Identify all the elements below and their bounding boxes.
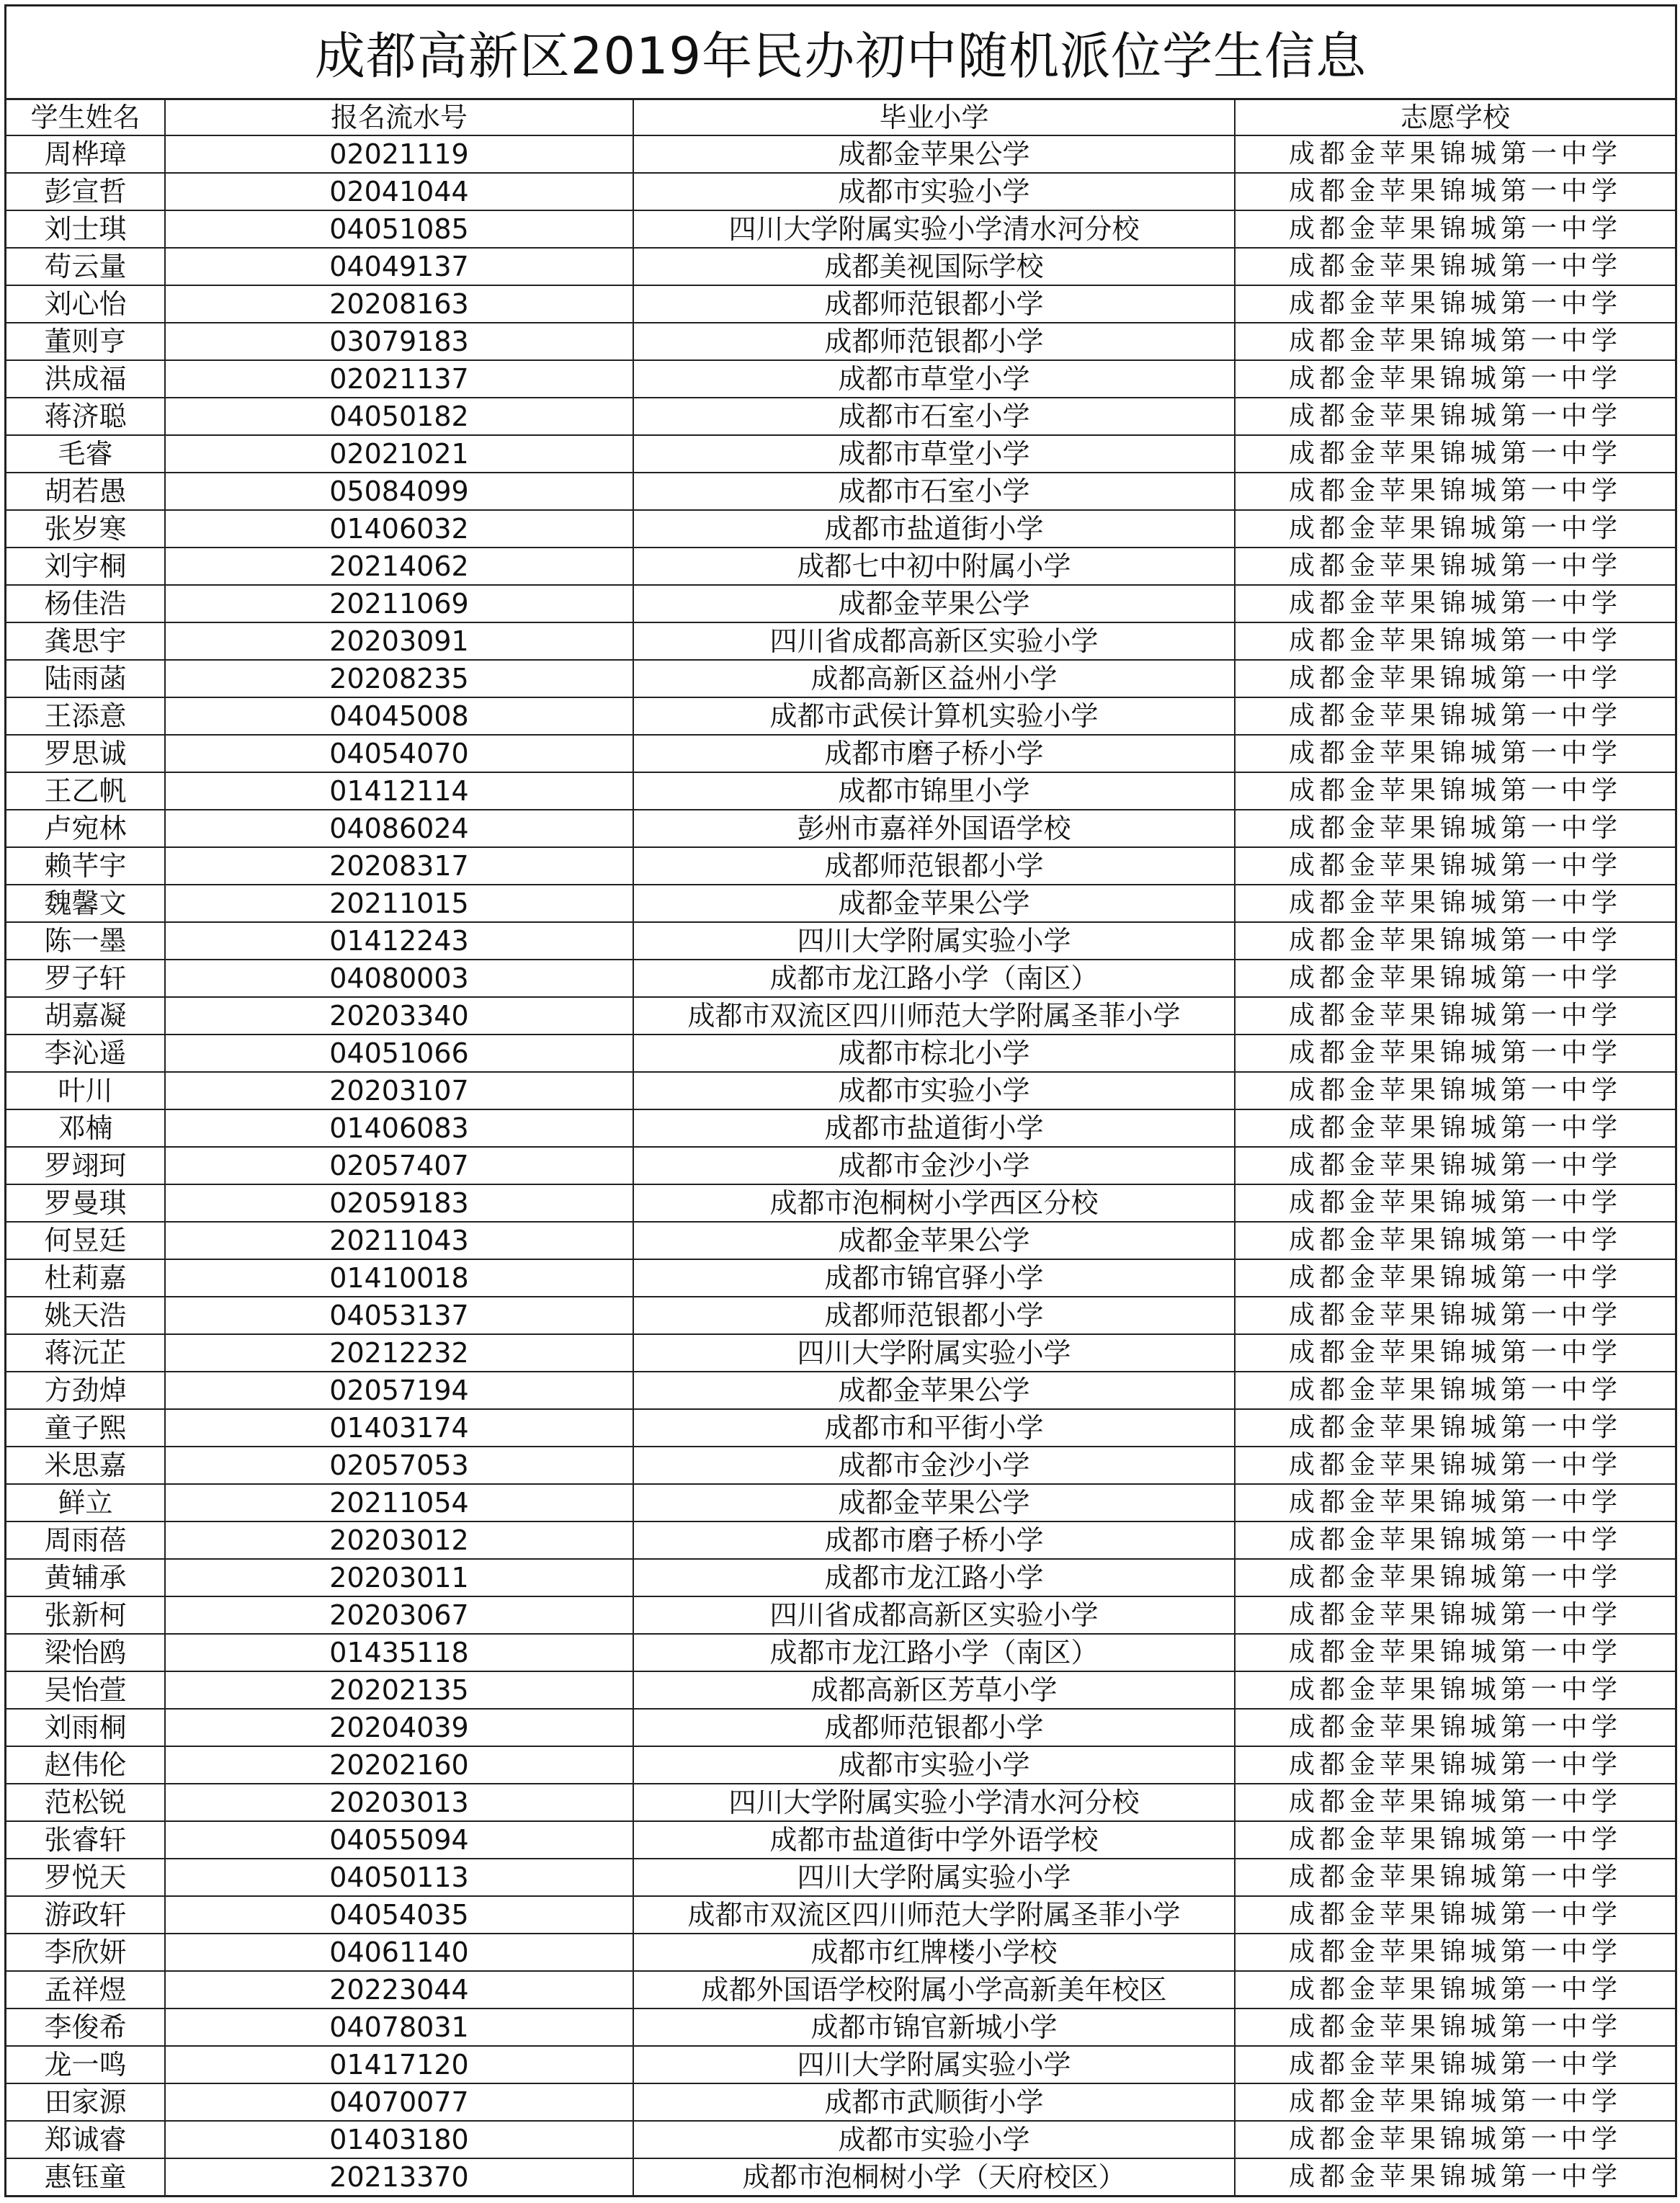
primary-school-cell: 成都市锦里小学 <box>633 772 1235 810</box>
preferred-school-cell: 成都金苹果锦城第一中学 <box>1235 1746 1675 1784</box>
primary-school-cell: 成都金苹果公学 <box>633 885 1235 922</box>
column-header-serial: 报名流水号 <box>165 100 633 135</box>
primary-school-cell: 四川大学附属实验小学 <box>633 1859 1235 1896</box>
serial-number-cell: 01412114 <box>165 772 633 810</box>
table-row <box>6 1147 1675 1184</box>
serial-number-cell: 20214062 <box>165 548 633 585</box>
preferred-school-cell: 成都金苹果锦城第一中学 <box>1235 435 1675 473</box>
student-name-cell: 胡若愚 <box>6 473 165 510</box>
table-row <box>6 697 1675 735</box>
serial-number-cell: 04078031 <box>165 2008 633 2046</box>
primary-school-cell: 成都市双流区四川师范大学附属圣菲小学 <box>633 997 1235 1035</box>
serial-number-cell: 20223044 <box>165 1971 633 2008</box>
table-row <box>6 885 1675 922</box>
student-name-cell: 姚天浩 <box>6 1297 165 1334</box>
preferred-school-cell: 成都金苹果锦城第一中学 <box>1235 1334 1675 1372</box>
table-row <box>6 1259 1675 1297</box>
student-name-cell: 惠钰童 <box>6 2158 165 2195</box>
student-name-cell: 周雨蓓 <box>6 1521 165 1559</box>
table-row <box>6 510 1675 548</box>
preferred-school-cell: 成都金苹果锦城第一中学 <box>1235 1559 1675 1596</box>
table-row <box>6 398 1675 435</box>
primary-school-cell: 四川省成都高新区实验小学 <box>633 622 1235 660</box>
student-name-cell: 张睿轩 <box>6 1821 165 1859</box>
serial-number-cell: 20208163 <box>165 285 633 323</box>
table-row <box>6 1409 1675 1447</box>
primary-school-cell: 彭州市嘉祥外国语学校 <box>633 810 1235 847</box>
table-row <box>6 660 1675 697</box>
serial-number-cell: 20203011 <box>165 1559 633 1596</box>
preferred-school-cell: 成都金苹果锦城第一中学 <box>1235 1896 1675 1934</box>
primary-school-cell: 四川大学附属实验小学 <box>633 2046 1235 2083</box>
preferred-school-cell: 成都金苹果锦城第一中学 <box>1235 1447 1675 1484</box>
primary-school-cell: 成都市石室小学 <box>633 398 1235 435</box>
serial-number-cell: 05084099 <box>165 473 633 510</box>
student-name-cell: 罗翊珂 <box>6 1147 165 1184</box>
preferred-school-cell: 成都金苹果锦城第一中学 <box>1235 548 1675 585</box>
preferred-school-cell: 成都金苹果锦城第一中学 <box>1235 847 1675 885</box>
serial-number-cell: 20208317 <box>165 847 633 885</box>
table-row <box>6 173 1675 210</box>
student-name-cell: 周桦璋 <box>6 135 165 173</box>
table-row <box>6 585 1675 622</box>
serial-number-cell: 01403180 <box>165 2121 633 2158</box>
student-name-cell: 赵伟伦 <box>6 1746 165 1784</box>
student-name-cell: 洪成福 <box>6 360 165 398</box>
preferred-school-cell: 成都金苹果锦城第一中学 <box>1235 360 1675 398</box>
serial-number-cell: 20211054 <box>165 1484 633 1521</box>
table-row <box>6 1559 1675 1596</box>
primary-school-cell: 成都师范银都小学 <box>633 285 1235 323</box>
primary-school-cell: 成都外国语学校附属小学高新美年校区 <box>633 1971 1235 2008</box>
student-name-cell: 王乙帆 <box>6 772 165 810</box>
preferred-school-cell: 成都金苹果锦城第一中学 <box>1235 248 1675 285</box>
primary-school-cell: 成都市实验小学 <box>633 2121 1235 2158</box>
student-name-cell: 何昱廷 <box>6 1222 165 1259</box>
preferred-school-cell: 成都金苹果锦城第一中学 <box>1235 1934 1675 1971</box>
serial-number-cell: 20202135 <box>165 1671 633 1709</box>
serial-number-cell: 20211069 <box>165 585 633 622</box>
preferred-school-cell: 成都金苹果锦城第一中学 <box>1235 1222 1675 1259</box>
serial-number-cell: 20208235 <box>165 660 633 697</box>
primary-school-cell: 成都市龙江路小学（南区） <box>633 960 1235 997</box>
student-name-cell: 胡嘉凝 <box>6 997 165 1035</box>
preferred-school-cell: 成都金苹果锦城第一中学 <box>1235 2083 1675 2121</box>
student-name-cell: 罗子轩 <box>6 960 165 997</box>
primary-school-cell: 成都市武顺街小学 <box>633 2083 1235 2121</box>
primary-school-cell: 成都市和平街小学 <box>633 1409 1235 1447</box>
student-name-cell: 赖芊宇 <box>6 847 165 885</box>
primary-school-cell: 成都市磨子桥小学 <box>633 735 1235 772</box>
table-row <box>6 622 1675 660</box>
table-row <box>6 810 1675 847</box>
primary-school-cell: 成都市金沙小学 <box>633 1147 1235 1184</box>
serial-number-cell: 01412243 <box>165 922 633 960</box>
preferred-school-cell: 成都金苹果锦城第一中学 <box>1235 1259 1675 1297</box>
table-body <box>6 135 1675 2195</box>
serial-number-cell: 04080003 <box>165 960 633 997</box>
primary-school-cell: 成都市草堂小学 <box>633 435 1235 473</box>
preferred-school-cell: 成都金苹果锦城第一中学 <box>1235 1484 1675 1521</box>
serial-number-cell: 01410018 <box>165 1259 633 1297</box>
student-name-cell: 罗悦天 <box>6 1859 165 1896</box>
column-header-primary-school: 毕业小学 <box>633 100 1235 135</box>
preferred-school-cell: 成都金苹果锦城第一中学 <box>1235 1297 1675 1334</box>
student-name-cell: 王添意 <box>6 697 165 735</box>
student-name-cell: 刘心怡 <box>6 285 165 323</box>
student-name-cell: 梁怡鸥 <box>6 1634 165 1671</box>
primary-school-cell: 成都金苹果公学 <box>633 1222 1235 1259</box>
page-title: 成都高新区2019年民办初中随机派位学生信息 <box>6 6 1675 100</box>
primary-school-cell: 四川省成都高新区实验小学 <box>633 1596 1235 1634</box>
table-row <box>6 1521 1675 1559</box>
table-row <box>6 2046 1675 2083</box>
table-row <box>6 435 1675 473</box>
preferred-school-cell: 成都金苹果锦城第一中学 <box>1235 2121 1675 2158</box>
serial-number-cell: 20203067 <box>165 1596 633 1634</box>
table-row <box>6 285 1675 323</box>
serial-number-cell: 02057194 <box>165 1372 633 1409</box>
student-name-cell: 叶川 <box>6 1072 165 1109</box>
student-name-cell: 罗思诚 <box>6 735 165 772</box>
serial-number-cell: 20211015 <box>165 885 633 922</box>
preferred-school-cell: 成都金苹果锦城第一中学 <box>1235 173 1675 210</box>
serial-number-cell: 04053137 <box>165 1297 633 1334</box>
serial-number-cell: 02041044 <box>165 173 633 210</box>
preferred-school-cell: 成都金苹果锦城第一中学 <box>1235 697 1675 735</box>
serial-number-cell: 04054035 <box>165 1896 633 1934</box>
serial-number-cell: 04049137 <box>165 248 633 285</box>
table-row <box>6 2158 1675 2195</box>
serial-number-cell: 01406032 <box>165 510 633 548</box>
serial-number-cell: 04086024 <box>165 810 633 847</box>
primary-school-cell: 四川大学附属实验小学清水河分校 <box>633 210 1235 248</box>
student-name-cell: 孟祥煜 <box>6 1971 165 2008</box>
primary-school-cell: 成都市龙江路小学 <box>633 1559 1235 1596</box>
serial-number-cell: 20203107 <box>165 1072 633 1109</box>
column-header-name: 学生姓名 <box>6 100 165 135</box>
student-name-cell: 吴怡萱 <box>6 1671 165 1709</box>
preferred-school-cell: 成都金苹果锦城第一中学 <box>1235 1147 1675 1184</box>
serial-number-cell: 02059183 <box>165 1184 633 1222</box>
table-row <box>6 1709 1675 1746</box>
primary-school-cell: 四川大学附属实验小学 <box>633 922 1235 960</box>
primary-school-cell: 成都市泡桐树小学（天府校区） <box>633 2158 1235 2195</box>
primary-school-cell: 成都师范银都小学 <box>633 847 1235 885</box>
student-name-cell: 李俊希 <box>6 2008 165 2046</box>
table-row <box>6 1484 1675 1521</box>
serial-number-cell: 02057407 <box>165 1147 633 1184</box>
table-row <box>6 360 1675 398</box>
serial-number-cell: 20211043 <box>165 1222 633 1259</box>
primary-school-cell: 成都金苹果公学 <box>633 135 1235 173</box>
preferred-school-cell: 成都金苹果锦城第一中学 <box>1235 2008 1675 2046</box>
table-row <box>6 997 1675 1035</box>
preferred-school-cell: 成都金苹果锦城第一中学 <box>1235 135 1675 173</box>
student-name-cell: 蒋济聪 <box>6 398 165 435</box>
student-name-cell: 米思嘉 <box>6 1447 165 1484</box>
primary-school-cell: 成都七中初中附属小学 <box>633 548 1235 585</box>
table-row <box>6 1596 1675 1634</box>
student-name-cell: 杜莉嘉 <box>6 1259 165 1297</box>
serial-number-cell: 04054070 <box>165 735 633 772</box>
primary-school-cell: 成都市实验小学 <box>633 1072 1235 1109</box>
table-row <box>6 1372 1675 1409</box>
preferred-school-cell: 成都金苹果锦城第一中学 <box>1235 660 1675 697</box>
preferred-school-cell: 成都金苹果锦城第一中学 <box>1235 885 1675 922</box>
preferred-school-cell: 成都金苹果锦城第一中学 <box>1235 585 1675 622</box>
table-row <box>6 248 1675 285</box>
serial-number-cell: 02021119 <box>165 135 633 173</box>
table-row <box>6 1746 1675 1784</box>
preferred-school-cell: 成都金苹果锦城第一中学 <box>1235 772 1675 810</box>
table-row <box>6 960 1675 997</box>
preferred-school-cell: 成都金苹果锦城第一中学 <box>1235 2158 1675 2195</box>
serial-number-cell: 20203013 <box>165 1784 633 1821</box>
student-name-cell: 蒋沅芷 <box>6 1334 165 1372</box>
serial-number-cell: 20203012 <box>165 1521 633 1559</box>
preferred-school-cell: 成都金苹果锦城第一中学 <box>1235 1184 1675 1222</box>
primary-school-cell: 成都市双流区四川师范大学附属圣菲小学 <box>633 1896 1235 1934</box>
preferred-school-cell: 成都金苹果锦城第一中学 <box>1235 1035 1675 1072</box>
preferred-school-cell: 成都金苹果锦城第一中学 <box>1235 2046 1675 2083</box>
serial-number-cell: 04055094 <box>165 1821 633 1859</box>
preferred-school-cell: 成都金苹果锦城第一中学 <box>1235 473 1675 510</box>
student-name-cell: 龚思宇 <box>6 622 165 660</box>
table-row <box>6 1072 1675 1109</box>
table-row <box>6 847 1675 885</box>
student-name-cell: 彭宣哲 <box>6 173 165 210</box>
serial-number-cell: 02021021 <box>165 435 633 473</box>
table-row <box>6 1334 1675 1372</box>
serial-number-cell: 01417120 <box>165 2046 633 2083</box>
primary-school-cell: 成都市磨子桥小学 <box>633 1521 1235 1559</box>
primary-school-cell: 成都市实验小学 <box>633 173 1235 210</box>
primary-school-cell: 成都高新区芳草小学 <box>633 1671 1235 1709</box>
preferred-school-cell: 成都金苹果锦城第一中学 <box>1235 1671 1675 1709</box>
table-row <box>6 1784 1675 1821</box>
primary-school-cell: 成都师范银都小学 <box>633 323 1235 360</box>
serial-number-cell: 04051066 <box>165 1035 633 1072</box>
table-row <box>6 1896 1675 1934</box>
student-name-cell: 陆雨菡 <box>6 660 165 697</box>
serial-number-cell: 02021137 <box>165 360 633 398</box>
table-row <box>6 1634 1675 1671</box>
student-name-cell: 李沁遥 <box>6 1035 165 1072</box>
primary-school-cell: 成都市盐道街中学外语学校 <box>633 1821 1235 1859</box>
preferred-school-cell: 成都金苹果锦城第一中学 <box>1235 622 1675 660</box>
preferred-school-cell: 成都金苹果锦城第一中学 <box>1235 1521 1675 1559</box>
table-row <box>6 1971 1675 2008</box>
preferred-school-cell: 成都金苹果锦城第一中学 <box>1235 960 1675 997</box>
primary-school-cell: 成都市石室小学 <box>633 473 1235 510</box>
preferred-school-cell: 成都金苹果锦城第一中学 <box>1235 1072 1675 1109</box>
table-row <box>6 1035 1675 1072</box>
spreadsheet <box>4 4 1677 2197</box>
serial-number-cell: 20212232 <box>165 1334 633 1372</box>
student-name-cell: 卢宛林 <box>6 810 165 847</box>
preferred-school-cell: 成都金苹果锦城第一中学 <box>1235 922 1675 960</box>
primary-school-cell: 成都师范银都小学 <box>633 1709 1235 1746</box>
table-row <box>6 1934 1675 1971</box>
table-row <box>6 2008 1675 2046</box>
table-row <box>6 2083 1675 2121</box>
primary-school-cell: 成都市武侯计算机实验小学 <box>633 697 1235 735</box>
student-name-cell: 鲜立 <box>6 1484 165 1521</box>
student-name-cell: 董则亨 <box>6 323 165 360</box>
preferred-school-cell: 成都金苹果锦城第一中学 <box>1235 1784 1675 1821</box>
primary-school-cell: 成都市泡桐树小学西区分校 <box>633 1184 1235 1222</box>
table-row <box>6 735 1675 772</box>
serial-number-cell: 20203340 <box>165 997 633 1035</box>
student-name-cell: 刘宇桐 <box>6 548 165 585</box>
table-row <box>6 548 1675 585</box>
primary-school-cell: 成都金苹果公学 <box>633 585 1235 622</box>
table-row <box>6 772 1675 810</box>
primary-school-cell: 成都市盐道街小学 <box>633 1109 1235 1147</box>
preferred-school-cell: 成都金苹果锦城第一中学 <box>1235 398 1675 435</box>
primary-school-cell: 四川大学附属实验小学 <box>633 1334 1235 1372</box>
student-table <box>6 100 1675 2195</box>
serial-number-cell: 20204039 <box>165 1709 633 1746</box>
table-row <box>6 1297 1675 1334</box>
student-name-cell: 张新柯 <box>6 1596 165 1634</box>
table-row <box>6 922 1675 960</box>
table-row <box>6 1859 1675 1896</box>
preferred-school-cell: 成都金苹果锦城第一中学 <box>1235 1821 1675 1859</box>
preferred-school-cell: 成都金苹果锦城第一中学 <box>1235 1709 1675 1746</box>
table-row <box>6 2121 1675 2158</box>
student-name-cell: 刘士琪 <box>6 210 165 248</box>
student-name-cell: 毛睿 <box>6 435 165 473</box>
primary-school-cell: 成都市红牌楼小学校 <box>633 1934 1235 1971</box>
student-name-cell: 魏馨文 <box>6 885 165 922</box>
primary-school-cell: 成都市锦官新城小学 <box>633 2008 1235 2046</box>
preferred-school-cell: 成都金苹果锦城第一中学 <box>1235 510 1675 548</box>
primary-school-cell: 成都市盐道街小学 <box>633 510 1235 548</box>
table-row <box>6 473 1675 510</box>
primary-school-cell: 四川大学附属实验小学清水河分校 <box>633 1784 1235 1821</box>
preferred-school-cell: 成都金苹果锦城第一中学 <box>1235 810 1675 847</box>
student-name-cell: 杨佳浩 <box>6 585 165 622</box>
serial-number-cell: 02057053 <box>165 1447 633 1484</box>
table-row <box>6 1109 1675 1147</box>
student-name-cell: 邓楠 <box>6 1109 165 1147</box>
preferred-school-cell: 成都金苹果锦城第一中学 <box>1235 1634 1675 1671</box>
student-name-cell: 刘雨桐 <box>6 1709 165 1746</box>
student-name-cell: 范松锐 <box>6 1784 165 1821</box>
primary-school-cell: 成都金苹果公学 <box>633 1484 1235 1521</box>
header-row <box>6 100 1675 135</box>
preferred-school-cell: 成都金苹果锦城第一中学 <box>1235 323 1675 360</box>
serial-number-cell: 01435118 <box>165 1634 633 1671</box>
student-name-cell: 陈一墨 <box>6 922 165 960</box>
table-row <box>6 1222 1675 1259</box>
student-name-cell: 罗曼琪 <box>6 1184 165 1222</box>
student-name-cell: 童子熙 <box>6 1409 165 1447</box>
table-row <box>6 1671 1675 1709</box>
table-row <box>6 135 1675 173</box>
preferred-school-cell: 成都金苹果锦城第一中学 <box>1235 1372 1675 1409</box>
serial-number-cell: 03079183 <box>165 323 633 360</box>
serial-number-cell: 04051085 <box>165 210 633 248</box>
serial-number-cell: 20213370 <box>165 2158 633 2195</box>
preferred-school-cell: 成都金苹果锦城第一中学 <box>1235 210 1675 248</box>
preferred-school-cell: 成都金苹果锦城第一中学 <box>1235 997 1675 1035</box>
preferred-school-cell: 成都金苹果锦城第一中学 <box>1235 1109 1675 1147</box>
serial-number-cell: 04061140 <box>165 1934 633 1971</box>
primary-school-cell: 成都市锦官驿小学 <box>633 1259 1235 1297</box>
student-name-cell: 田家源 <box>6 2083 165 2121</box>
primary-school-cell: 成都市金沙小学 <box>633 1447 1235 1484</box>
student-name-cell: 龙一鸣 <box>6 2046 165 2083</box>
table-row <box>6 1821 1675 1859</box>
table-row <box>6 323 1675 360</box>
table-row <box>6 1447 1675 1484</box>
table-row <box>6 1184 1675 1222</box>
preferred-school-cell: 成都金苹果锦城第一中学 <box>1235 1409 1675 1447</box>
primary-school-cell: 成都高新区益州小学 <box>633 660 1235 697</box>
preferred-school-cell: 成都金苹果锦城第一中学 <box>1235 735 1675 772</box>
primary-school-cell: 成都市实验小学 <box>633 1746 1235 1784</box>
primary-school-cell: 成都市草堂小学 <box>633 360 1235 398</box>
student-name-cell: 游政轩 <box>6 1896 165 1934</box>
student-name-cell: 李欣妍 <box>6 1934 165 1971</box>
primary-school-cell: 成都金苹果公学 <box>633 1372 1235 1409</box>
serial-number-cell: 20203091 <box>165 622 633 660</box>
serial-number-cell: 04050182 <box>165 398 633 435</box>
student-name-cell: 方劲焯 <box>6 1372 165 1409</box>
preferred-school-cell: 成都金苹果锦城第一中学 <box>1235 1971 1675 2008</box>
serial-number-cell: 01406083 <box>165 1109 633 1147</box>
preferred-school-cell: 成都金苹果锦城第一中学 <box>1235 285 1675 323</box>
student-name-cell: 黄辅承 <box>6 1559 165 1596</box>
serial-number-cell: 20202160 <box>165 1746 633 1784</box>
column-header-preferred-school: 志愿学校 <box>1235 100 1675 135</box>
serial-number-cell: 04045008 <box>165 697 633 735</box>
primary-school-cell: 成都美视国际学校 <box>633 248 1235 285</box>
primary-school-cell: 成都市棕北小学 <box>633 1035 1235 1072</box>
preferred-school-cell: 成都金苹果锦城第一中学 <box>1235 1859 1675 1896</box>
student-name-cell: 苟云量 <box>6 248 165 285</box>
serial-number-cell: 04050113 <box>165 1859 633 1896</box>
serial-number-cell: 04070077 <box>165 2083 633 2121</box>
primary-school-cell: 成都市龙江路小学（南区） <box>633 1634 1235 1671</box>
primary-school-cell: 成都师范银都小学 <box>633 1297 1235 1334</box>
preferred-school-cell: 成都金苹果锦城第一中学 <box>1235 1596 1675 1634</box>
table-row <box>6 210 1675 248</box>
serial-number-cell: 01403174 <box>165 1409 633 1447</box>
student-name-cell: 张岁寒 <box>6 510 165 548</box>
student-name-cell: 郑诚睿 <box>6 2121 165 2158</box>
